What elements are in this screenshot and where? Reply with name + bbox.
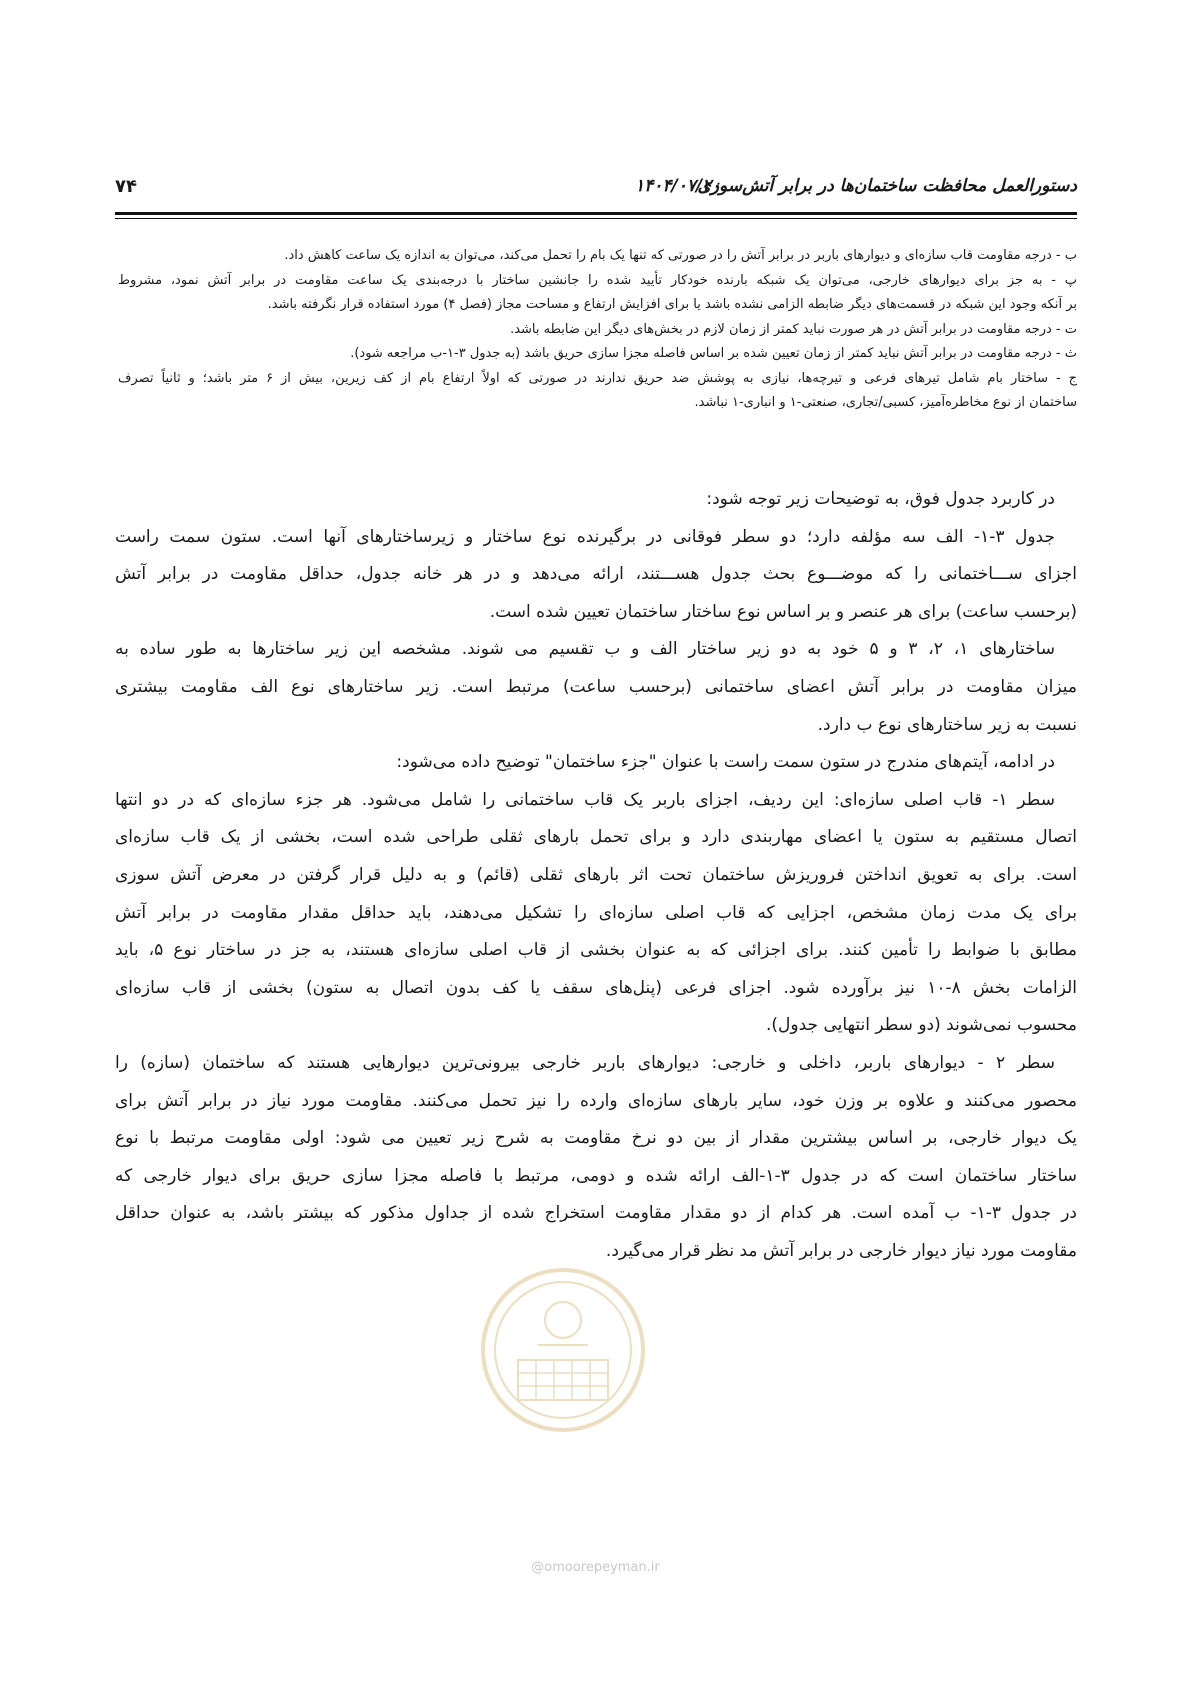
text-line: نسبت به زیر ساختارهای نوع ب دارد. (817, 714, 1077, 735)
footnote: پ - به جز برای دیوارهای خارجی، می‌توان یک شبکه بارنده خودکار تأیید شده را جانشین ساختار با درجه‌بندی یک ساعت مقاومت در برابر آتش نمود، مشروط (118, 272, 1077, 288)
footnote: ساختمان از نوع مخاطره‌آمیز، کسبی/تجاری، صنعتی-۱ و انباری-۱ نباشد. (694, 395, 1077, 410)
footnote: ث - درجه مقاومت در برابر آتش نباید کمتر از زمان تعیین شده بر اساس فاصله مجزا سازی حریق باشد (به جدول ۳-۱-ب مراجعه شود). (350, 346, 1077, 361)
text-line: مقاومت مورد نیاز دیوار خارجی در برابر آتش مد نظر قرار می‌گیرد. (605, 1240, 1077, 1261)
text-line: برای یک مدت زمان مشخص، اجزایی که قاب اصلی سازه‌ای را تشکیل می‌دهند، باید حداقل مقدار مقاومت در برابر آتش (115, 902, 1077, 923)
text-line: محصور می‌کنند و علاوه بر وزن خود، سایر بارهای سازه‌ای وارده را نیز تحمل می‌کنند. مقاومت مورد نیاز در برابر آتش برای (115, 1090, 1077, 1111)
text-line: در ادامه، آیتم‌های مندرج در ستون سمت راست با عنوان "جزء ساختمان" توضیح داده می‌شود: (396, 752, 1055, 773)
text-line: میزان مقاومت در برابر آتش اعضای ساختمانی (برحسب ساعت) مرتبط است. زیر ساختارهای نوع الف مقاومت بیشتری (115, 676, 1077, 697)
text-line: اجزای ســـاختمانی را که موضـــوع بحث جدول هســـتند، ارائه می‌دهد و در هر خانه جدول، حداقل مقاومت در برابر آتش (115, 564, 1077, 585)
text-line: یک دیوار خارجی، بر اساس بیشترین مقدار از بین دو نرخ مقاومت به شرح زیر تعیین می شود: اولی مقاومت مرتبط با نوع (115, 1128, 1077, 1149)
text-line: در کاربرد جدول فوق، به توضیحات زیر توجه شود: (706, 489, 1055, 509)
text-line: مطابق با ضوابط را تأمین کنند. برای اجزائی که به عنوان بخشی از قاب اصلی سازه‌ای هستند، به جز در ساختار نوع ۵، باید (115, 940, 1077, 961)
paragraph (115, 1045, 1077, 1271)
footnote: ب - درجه مقاومت قاب سازه‌ای و دیوارهای باربر در برابر آتش را در صورتی که تنها یک بام را تحمل می‌کند، می‌توان به اندازه یک ساعت کاهش داد. (284, 248, 1077, 263)
text-line: در جدول ۳-۱- ب آمده است. هر کدام از دو مقدار مقاومت استخراج شده از جداول مذکور که بیشتر باشد، به عنوان حداقل (115, 1203, 1077, 1224)
footnote: ج - ساختار بام شامل تیرهای فرعی و تیرچه‌ها، نیازی به پوشش ضد حریق ندارند در صورتی که اولاً ارتفاع بام از کف زیرین، بیش از ۶ متر باشد؛ و ثانیاً تصرف (118, 370, 1077, 386)
header-title: دستورالعمل محافظت ساختمان‌ها در برابر آتش‌سوزی (697, 176, 1077, 196)
seal-watermark-icon (478, 1265, 648, 1435)
text-line: ساختار ساختمان است که در جدول ۳-۱-الف ارائه شده و دومی، مرتبط با فاصله مجزا سازی حریق برای دیوار خارجی که (115, 1165, 1077, 1186)
page-header (115, 172, 1077, 206)
text-line: ساختارهای ۱، ۲، ۳ و ۵ خود به دو زیر ساختار الف و ب تقسیم می شوند. مشخصه این زیر ساختارها به طور ساده به (115, 639, 1056, 660)
text-line: محسوب نمی‌شوند (دو سطر انتهایی جدول). (766, 1015, 1077, 1036)
footnote: بر آنکه وجود این شبکه در قسمت‌های دیگر ضابطه الزامی نشده باشد یا برای افزایش ارتفاع و مساحت مجاز (فصل ۴) مورد استفاده قرار نگرفته باشد. (267, 297, 1077, 312)
header-date: ۱۴۰۴/۰۷/۲۰ (635, 176, 721, 196)
header-rule-thick (115, 212, 1077, 215)
watermark-text: @omoorepeyman.ir (531, 1560, 660, 1575)
paragraph (115, 744, 1077, 782)
text-line: (برحسب ساعت) برای هر عنصر و بر اساس نوع ساختار ساختمان تعیین شده است. (489, 601, 1077, 622)
text-line: جدول ۳-۱- الف سه مؤلفه دارد؛ دو سطر فوقانی در برگیرنده نوع ساختار و زیرساختارهای آنها است. ستون سمت راست (115, 526, 1055, 547)
text-line: سطر ۱- قاب اصلی سازه‌ای: این ردیف، اجزای باربر یک قاب ساختمانی را شامل می‌شود. هر جزء سازه‌ای که در دو انتها (115, 789, 1055, 810)
text-line: سطر ۲ - دیوارهای باربر، داخلی و خارجی: دیوارهای باربر خارجی بیرونی‌ترین دیوارهایی هستند که ساختمان (سازه) را (115, 1052, 1055, 1073)
text-line: اتصال مستقیم به ستون یا اعضای مهاربندی دارد و برای تحمل بارهای ثقلی طراحی شده است، بخشی از یک قاب سازه‌ای (115, 827, 1077, 848)
paragraph (115, 631, 1077, 744)
header-rule-thin (115, 218, 1077, 219)
body-text (115, 481, 1077, 1270)
paragraph (115, 782, 1077, 1045)
paragraph (115, 519, 1077, 632)
text-line: الزامات بخش ۸-۱۰ نیز برآورده شود. اجزای فرعی (پنل‌های سقف یا کف بدون اتصال به ستون) بخشی از قاب سازه‌ای (115, 977, 1077, 998)
paragraph (115, 481, 1077, 519)
text-line: است. برای به تعویق انداختن فروریزش ساختمان تحت اثر بارهای ثقلی (قائم) و به دلیل قرار گرفتن در معرض آتش سوزی (115, 864, 1077, 885)
page-number: ۷۴ (115, 176, 137, 197)
table-footnotes (118, 244, 1077, 416)
footnote: ت - درجه مقاومت در برابر آتش در هر صورت نباید کمتر از زمان لازم در بخش‌های دیگر این ضابطه باشد. (510, 321, 1077, 337)
